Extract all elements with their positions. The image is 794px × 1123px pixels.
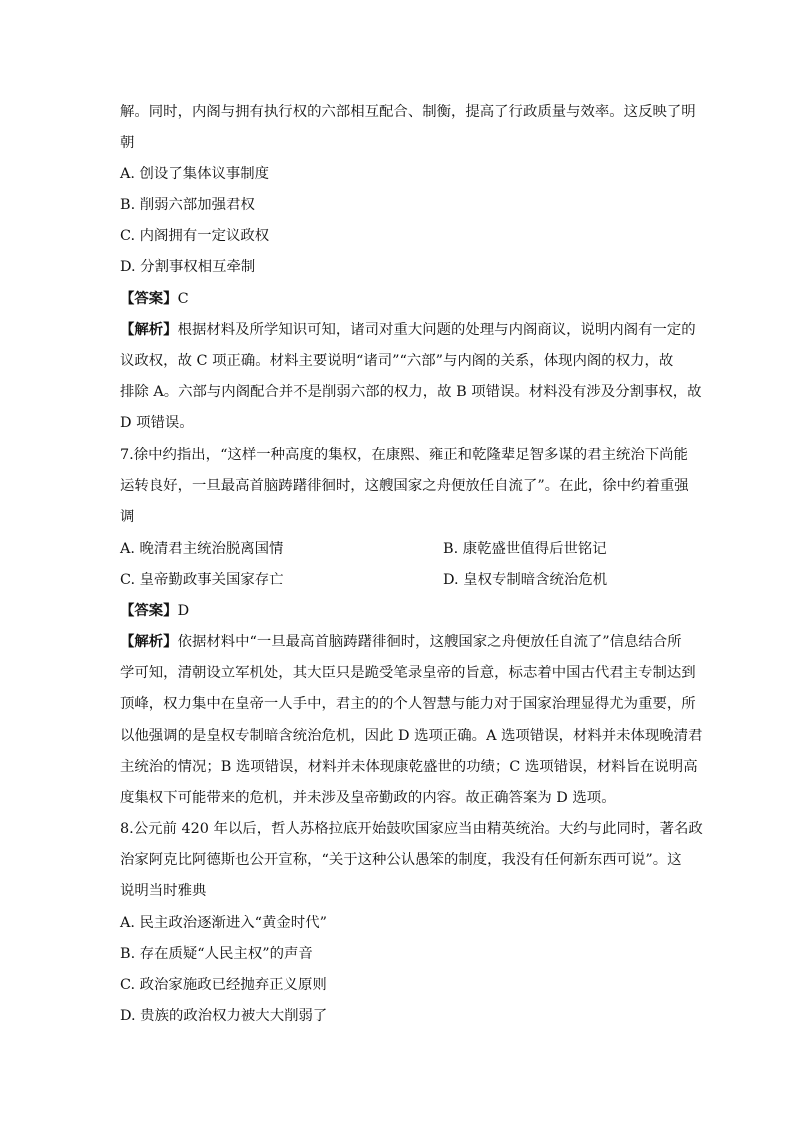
q8-option-b: B. 存在质疑“人民主权”的声音 [120, 946, 313, 962]
q8-option-d: D. 贵族的政治权力被大大削弱了 [120, 1008, 328, 1024]
q6-option-c: C. 内阁拥有一定议政权 [120, 228, 270, 244]
q6-option-a: A. 创设了集体议事制度 [120, 166, 270, 182]
q7-analysis-text-1: 依据材料中“一旦最高首脑踌躇徘徊时，这艘国家之舟便放任自流了”信息结合所 [177, 634, 682, 650]
q6-analysis-line-4: D 项错误。 [120, 415, 194, 431]
q8-stem-line-1: 8.公元前 420 年以后，哲人苏格拉底开始鼓吹国家应当由精英统治。大约与此同时，著名政 [120, 821, 703, 837]
q6-analysis-line-3: 排除 A。六部与内阁配合并不是削弱六部的权力，故 B 项错误。材料没有涉及分割事权，故 [120, 384, 702, 400]
q6-stem-line-2: 朝 [120, 135, 135, 151]
q7-stem-line-3: 调 [120, 509, 135, 525]
q7-stem-line-2: 运转良好，一旦最高首脑踌躇徘徊时，这艘国家之舟便放任自流了”。在此，徐中约着重强 [120, 478, 689, 494]
q6-answer [120, 289, 189, 309]
q8-stem-line-3: 说明当时雅典 [120, 883, 207, 899]
q6-answer-tag: 【答案】 [120, 290, 178, 307]
q6-analysis-line-2: 议政权，故 C 项正确。材料主要说明“诸司”“六部”与内阁的关系，体现内阁的权力，故 [120, 353, 674, 369]
q6-analysis-text-1: 根据材料及所学知识可知，诸司对重大问题的处理与内阁商议，说明内阁有一定的 [177, 322, 696, 338]
q6-option-b: B. 削弱六部加强君权 [120, 197, 255, 213]
q8-stem-line-2: 治家阿克比阿德斯也公开宣称，“关于这种公认愚笨的制度，我没有任何新东西可说”。这 [120, 852, 682, 868]
q7-analysis-line-3: 顶峰，权力集中在皇帝一人手中，君主的的个人智慧与能力对于国家治理显得尤为重要，所 [120, 696, 696, 712]
q6-answer-value: C [177, 291, 189, 307]
q7-stem-line-1: 7.徐中约指出，“这样一种高度的集权，在康熙、雍正和乾隆辈足智多谋的君主统治下尚能 [120, 447, 688, 463]
q7-analysis-line-5: 主统治的情况；B 选项错误，材料并未体现康乾盛世的功绩；C 选项错误，材料旨在说明高 [120, 759, 698, 775]
q7-analysis-line-2: 学可知，清朝设立军机处，其大臣只是跪受笔录皇帝的旨意，标志着中国古代君主专制达到 [120, 665, 696, 681]
q7-analysis-line-1 [120, 632, 682, 652]
q6-analysis-line-1 [120, 320, 696, 340]
q7-option-d: D. 皇权专制暗含统治危机 [443, 572, 608, 588]
q8-option-c: C. 政治家施政已经抛弃正义原则 [120, 977, 327, 993]
q6-stem-line-1: 解。同时，内阁与拥有执行权的六部相互配合、制衡，提高了行政质量与效率。这反映了明 [120, 104, 696, 120]
q7-analysis-line-4: 以他强调的是皇权专制暗含统治危机，因此 D 选项正确。A 选项错误，材料并未体现晚清君 [120, 728, 703, 744]
q7-option-a: A. 晚清君主统治脱离国情 [120, 541, 284, 557]
q7-analysis-line-6: 度集权下可能带来的危机，并未涉及皇帝勤政的内容。故正确答案为 D 选项。 [120, 790, 616, 806]
q7-option-c: C. 皇帝勤政事关国家存亡 [120, 572, 284, 588]
q7-answer [120, 601, 189, 621]
q6-analysis-tag: 【解析】 [120, 321, 178, 338]
q7-answer-tag: 【答案】 [120, 602, 178, 619]
q7-analysis-tag: 【解析】 [120, 633, 178, 650]
q8-option-a: A. 民主政治逐渐进入“黄金时代” [120, 915, 327, 931]
q6-option-d: D. 分割事权相互牵制 [120, 259, 256, 275]
q7-option-b: B. 康乾盛世值得后世铭记 [443, 541, 607, 557]
q7-answer-value: D [177, 603, 190, 619]
